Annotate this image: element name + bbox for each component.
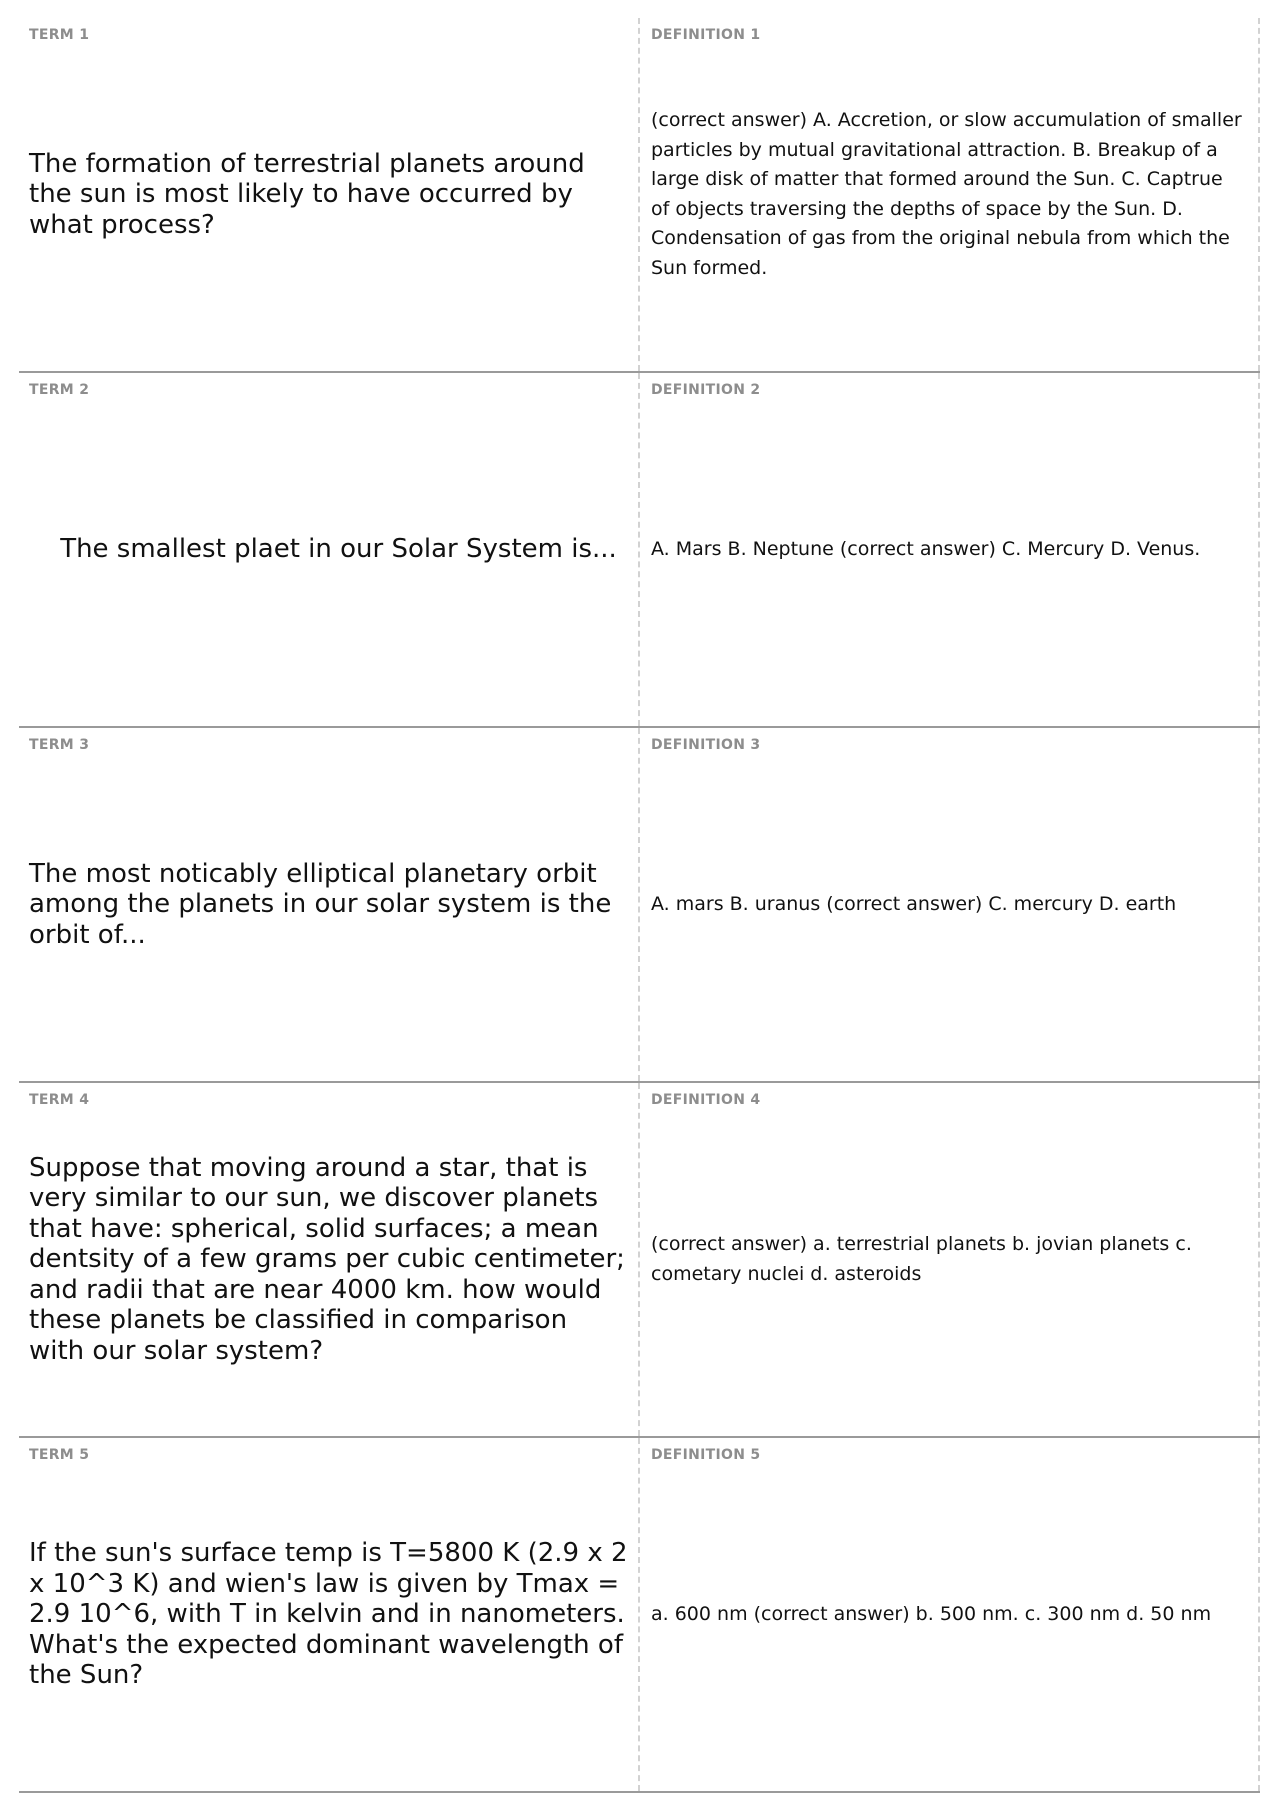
term-cell — [19, 18, 640, 371]
flashcard-sheet — [19, 18, 1260, 1793]
term-text: The smallest plaet in our Solar System is... — [60, 534, 617, 565]
definition-text: A. Mars B. Neptune (correct answer) C. Mercury D. Venus. — [651, 537, 1201, 560]
definition-cell — [640, 728, 1260, 1081]
term-label: TERM 2 — [29, 382, 90, 398]
definition-text: (correct answer) a. terrestrial planets b. jovian planets c. cometary nuclei d. asteroids — [651, 1233, 1192, 1285]
definition-label: DEFINITION 3 — [651, 737, 761, 753]
flashcard-row — [19, 1083, 1260, 1438]
definition-cell — [640, 1438, 1260, 1791]
term-cell — [19, 1438, 640, 1791]
flashcard-row — [19, 373, 1260, 728]
definition-cell — [640, 373, 1260, 726]
term-cell — [19, 373, 640, 726]
definition-label: DEFINITION 1 — [651, 27, 761, 43]
term-cell — [19, 728, 640, 1081]
term-label: TERM 5 — [29, 1447, 90, 1463]
term-text: If the sun's surface temp is T=5800 K (2.9 x 2 x 10^3 K) and wien's law is given by Tmax = 2.9 10^6, with T in kelvin and in nanometers. What's the expected dominant wavelength of the Sun? — [29, 1538, 628, 1691]
definition-text: a. 600 nm (correct answer) b. 500 nm. c. 300 nm d. 50 nm — [651, 1602, 1212, 1625]
definition-label: DEFINITION 2 — [651, 382, 761, 398]
flashcard-row — [19, 728, 1260, 1083]
definition-text: A. mars B. uranus (correct answer) C. mercury D. earth — [651, 892, 1177, 915]
flashcard-row — [19, 18, 1260, 373]
term-label: TERM 3 — [29, 737, 90, 753]
term-cell — [19, 1083, 640, 1436]
definition-label: DEFINITION 4 — [651, 1092, 761, 1108]
term-text: The most noticably elliptical planetary orbit among the planets in our solar system is the orbit of... — [29, 858, 612, 950]
term-text: The formation of terrestrial planets around the sun is most likely to have occurred by what process? — [29, 148, 585, 240]
flashcard-row — [19, 1438, 1260, 1793]
definition-label: DEFINITION 5 — [651, 1447, 761, 1463]
definition-cell — [640, 18, 1260, 371]
definition-cell — [640, 1083, 1260, 1436]
term-text: Suppose that moving around a star, that is very similar to our sun, we discover planets that have: spherical, solid surfaces; a mean dentsity of a few grams per cubic centimeter; and radii that are near 4000 km. how would these planets be classified in comparison with our solar system? — [29, 1152, 625, 1366]
definition-text: (correct answer) A. Accretion, or slow accumulation of smaller particles by mutual gravitational attraction. B. Breakup of a large disk of matter that formed around the Sun. C. Captrue of objects traversing the depths of space by the Sun. D. Condensation of gas from the original nebula from which the Sun formed. — [651, 109, 1242, 279]
term-label: TERM 4 — [29, 1092, 90, 1108]
term-label: TERM 1 — [29, 27, 90, 43]
